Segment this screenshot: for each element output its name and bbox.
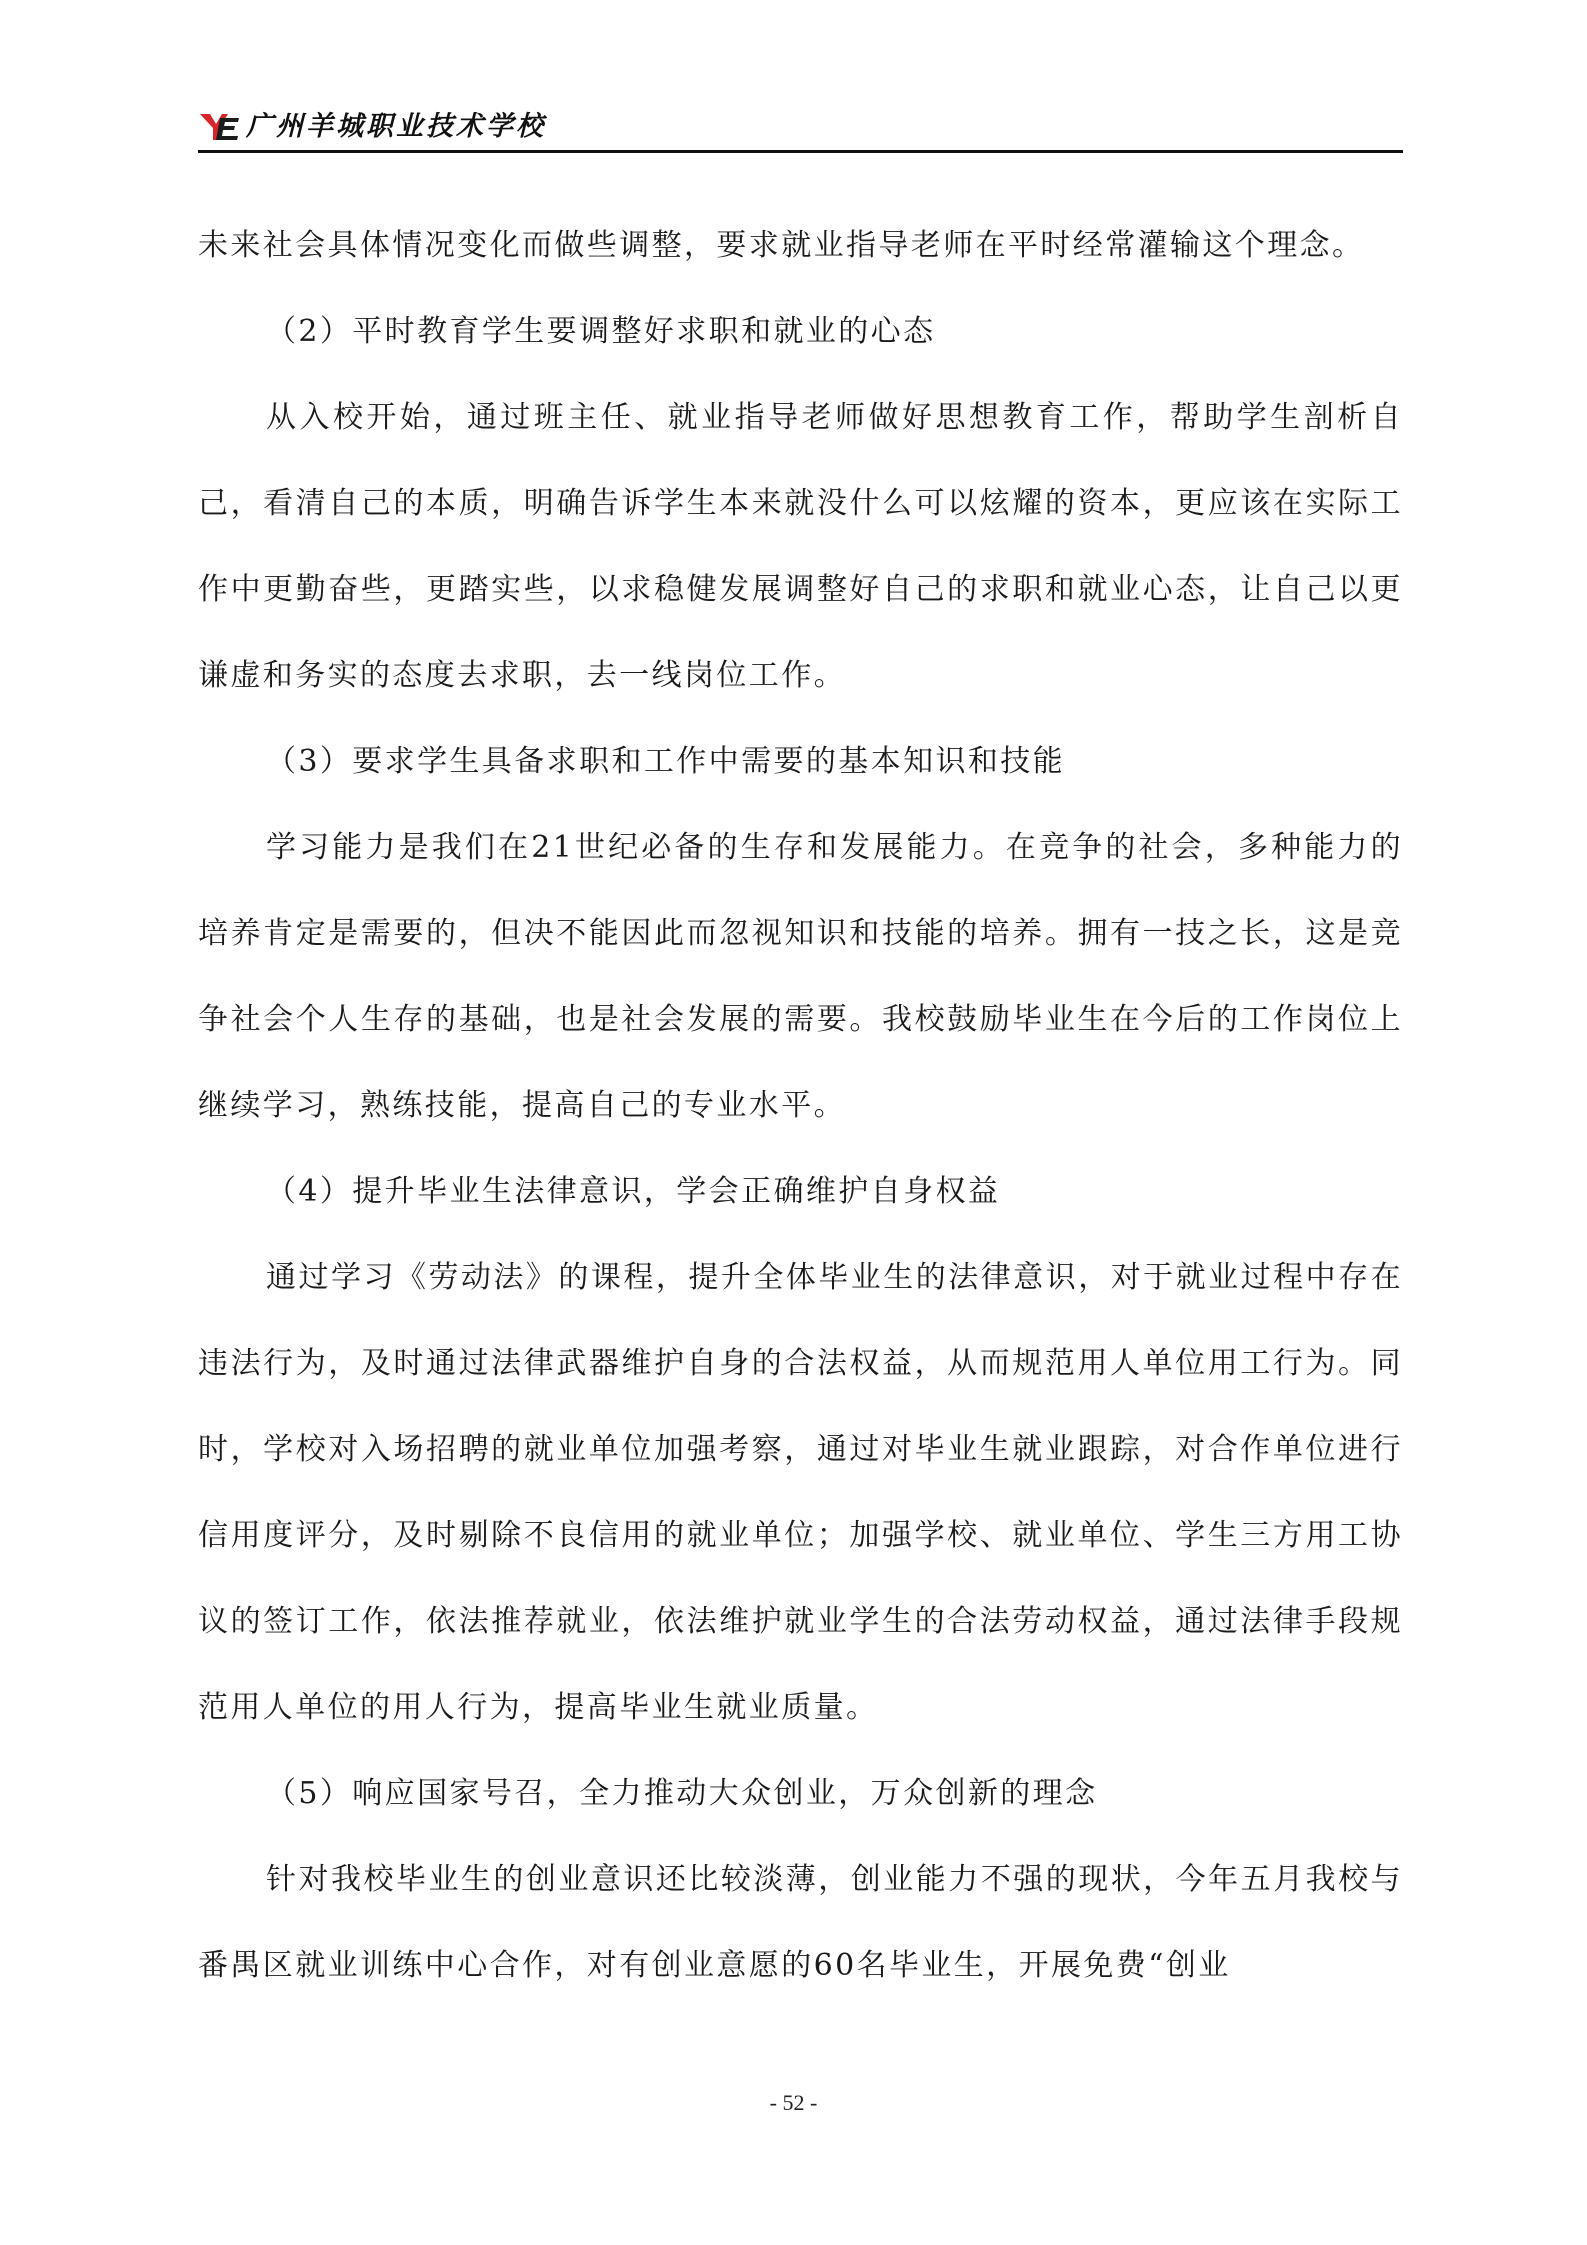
paragraph-body: 学习能力是我们在21世纪必备的生存和发展能力。在竞争的社会，多种能力的培养肯定是需要的，但决不能因此而忽视知识和技能的培养。拥有一技之长，这是竞争社会个人生存的基础，也是社会发展的需要。我校鼓励毕业生在今后的工作岗位上继续学习，熟练技能，提高自己的专业水平。 (198, 830, 1403, 1123)
document-body (198, 203, 1403, 2009)
paragraph-body: 通过学习《劳动法》的课程，提升全体毕业生的法律意识，对于就业过程中存在违法行为，及时通过法律武器维护自身的合法权益，从而规范用人单位用工行为。同时，学校对入场招聘的就业单位加强考察，通过对毕业生就业跟踪，对合作单位进行信用度评分，及时剔除不良信用的就业单位；加强学校、就业单位、学生三方用工协议的签订工作，依法推荐就业，依法维护就业学生的合法劳动权益，通过法律手段规范用人单位的用人行为，提高毕业生就业质量。 (198, 1260, 1403, 1725)
school-name: 广州羊城职业技术学校 (246, 111, 546, 142)
page-header (198, 108, 1403, 154)
section-heading-2: （2）平时教育学生要调整好求职和就业的心态 (266, 314, 936, 349)
section-heading-5: （5）响应国家号召，全力推动大众创业，万众创新的理念 (266, 1776, 1098, 1811)
section-heading-4: （4）提升毕业生法律意识，学会正确维护自身权益 (266, 1174, 1001, 1209)
school-logo-icon (198, 110, 240, 144)
section-heading-3: （3）要求学生具备求职和工作中需要的基本知识和技能 (266, 744, 1066, 779)
page-number: - 52 - (769, 2090, 818, 2115)
paragraph-body: 从入校开始，通过班主任、就业指导老师做好思想教育工作，帮助学生剖析自己，看清自己的本质，明确告诉学生本来就没什么可以炫耀的资本，更应该在实际工作中更勤奋些，更踏实些，以求稳健发展调整好自己的求职和就业心态，让自己以更谦虚和务实的态度去求职，去一线岗位工作。 (198, 400, 1403, 693)
paragraph-continuation: 未来社会具体情况变化而做些调整，要求就业指导老师在平时经常灌输这个理念。 (198, 228, 1365, 263)
header-divider (198, 150, 1403, 153)
paragraph-body: 针对我校毕业生的创业意识还比较淡薄，创业能力不强的现状，今年五月我校与番禺区就业训练中心合作，对有创业意愿的60名毕业生，开展免费“创业 (198, 1862, 1403, 1983)
